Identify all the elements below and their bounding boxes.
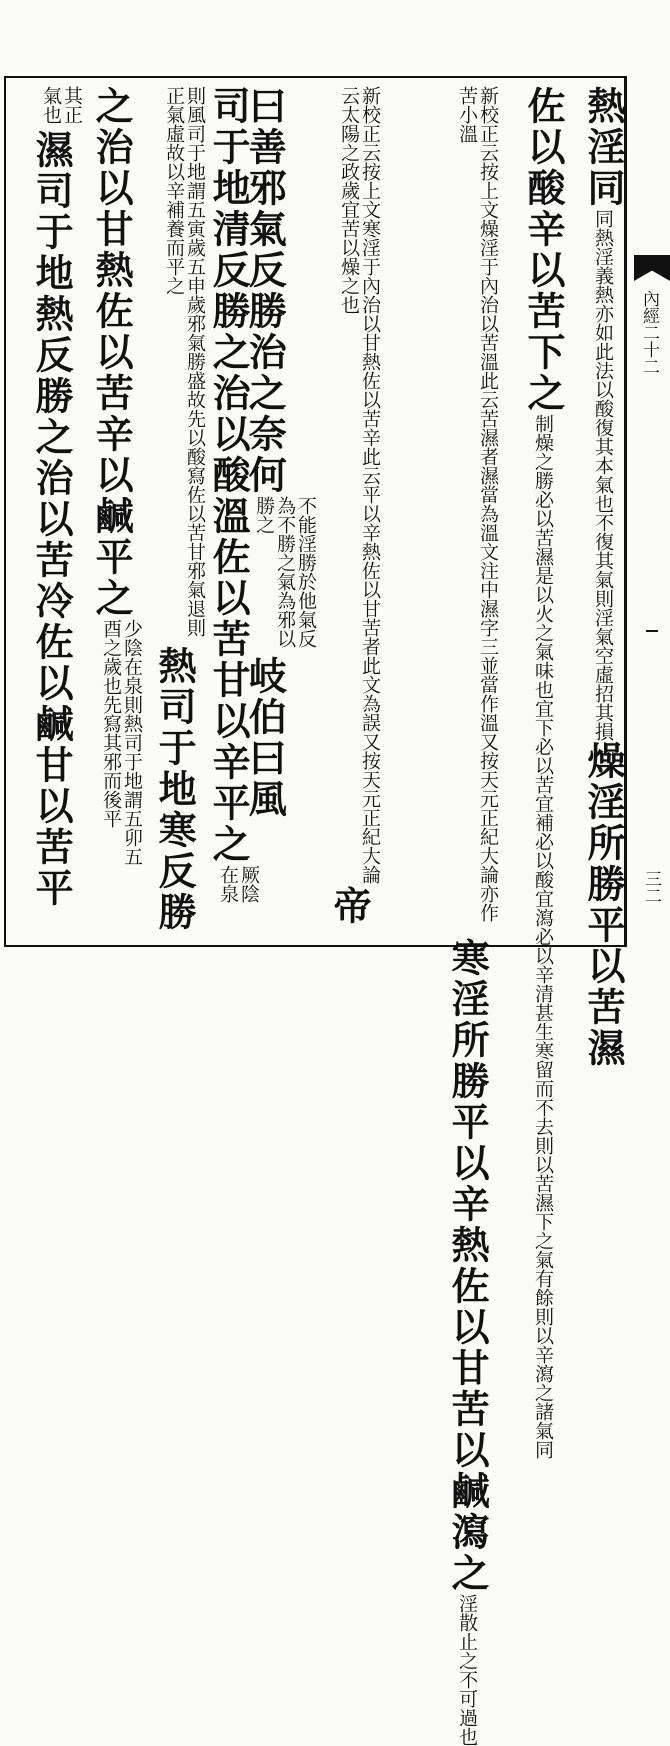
annotation-text: 厥陰在泉: [217, 865, 260, 903]
annotation-text: 新校正云按上文寒淫于內治以甘熱佐以苦辛此云平以辛熱佐以甘苦者此文為誤又按天元正紀大論云太陽之政歲宜苦以燥之也: [338, 86, 381, 884]
annotation-text: 其正氣也: [40, 86, 83, 124]
main-text: 寒淫所勝平以辛熱佐以甘苦以鹹瀉之: [445, 938, 491, 1594]
main-text: 帝: [327, 886, 373, 927]
text-column-8: [86, 86, 142, 938]
annotation-text: 不能淫勝於他氣反為不勝之氣為邪以勝之: [253, 496, 317, 648]
margin-strip: [627, 76, 670, 947]
text-column-4: [318, 86, 380, 938]
annotation-text: 新校正云按上文燥淫于內治以苦溫此云苦濕者濕當為溫文注中濕字三並當作溫又按天元正紀大論亦作苦小溫: [456, 86, 499, 922]
text-column-3: [384, 86, 499, 1746]
margin-title: 內經二十二: [639, 290, 659, 375]
main-text: 濕司于地熱反勝之治以苦冷佐以鹹甘以苦平: [29, 130, 75, 909]
main-text: 佐以酸辛以苦下之: [521, 86, 566, 414]
main-text: 熱司于地寒反勝: [152, 646, 198, 933]
annotation-text: 則風司于地謂五寅歲五申歲邪氣勝盛故先以酸寫佐以苦甘邪氣退則正氣虛故以辛補養而平之: [163, 86, 206, 637]
text-column-7: [145, 86, 205, 938]
frame-border-top: [4, 76, 626, 78]
text-column-9: [18, 86, 82, 938]
margin-divider: [646, 630, 658, 632]
main-text: 岐伯曰風: [242, 656, 288, 820]
main-text: 燥淫所勝平以苦濕: [581, 741, 626, 1069]
main-text: 司于地清反勝之治以酸溫佐以苦甘以辛平之: [206, 86, 252, 865]
annotation-text: 少陰在泉則熱司于地謂五卯五酉之歲也先寫其邪而後平: [100, 619, 143, 866]
margin-page-number: 三二: [641, 870, 661, 904]
main-text: 曰善邪氣反勝治之奈何: [242, 86, 288, 496]
text-column-1: [572, 86, 626, 1069]
text-column-2: [504, 86, 566, 1459]
main-text: 熱淫同: [581, 86, 626, 209]
text-column-5: [242, 86, 317, 938]
annotation-text: 同熱淫義熱亦如此法以酸復其本氣也不復其氣則淫氣空虛招其損: [592, 209, 614, 741]
annotation-text: 淫散止之不可過也: [456, 1594, 479, 1746]
text-column-6: [205, 86, 259, 938]
annotation-text: 制燥之勝必以苦濕是以火之氣味也宜下必以苦宜補必以酸宜瀉必以辛清甚生寒留而不去則以苦濕下之氣有餘則以辛瀉之諸氣同: [532, 414, 554, 1459]
main-text: 之治以甘熱佐以苦辛以鹹平之: [89, 86, 135, 619]
frame-border-left: [4, 76, 6, 947]
